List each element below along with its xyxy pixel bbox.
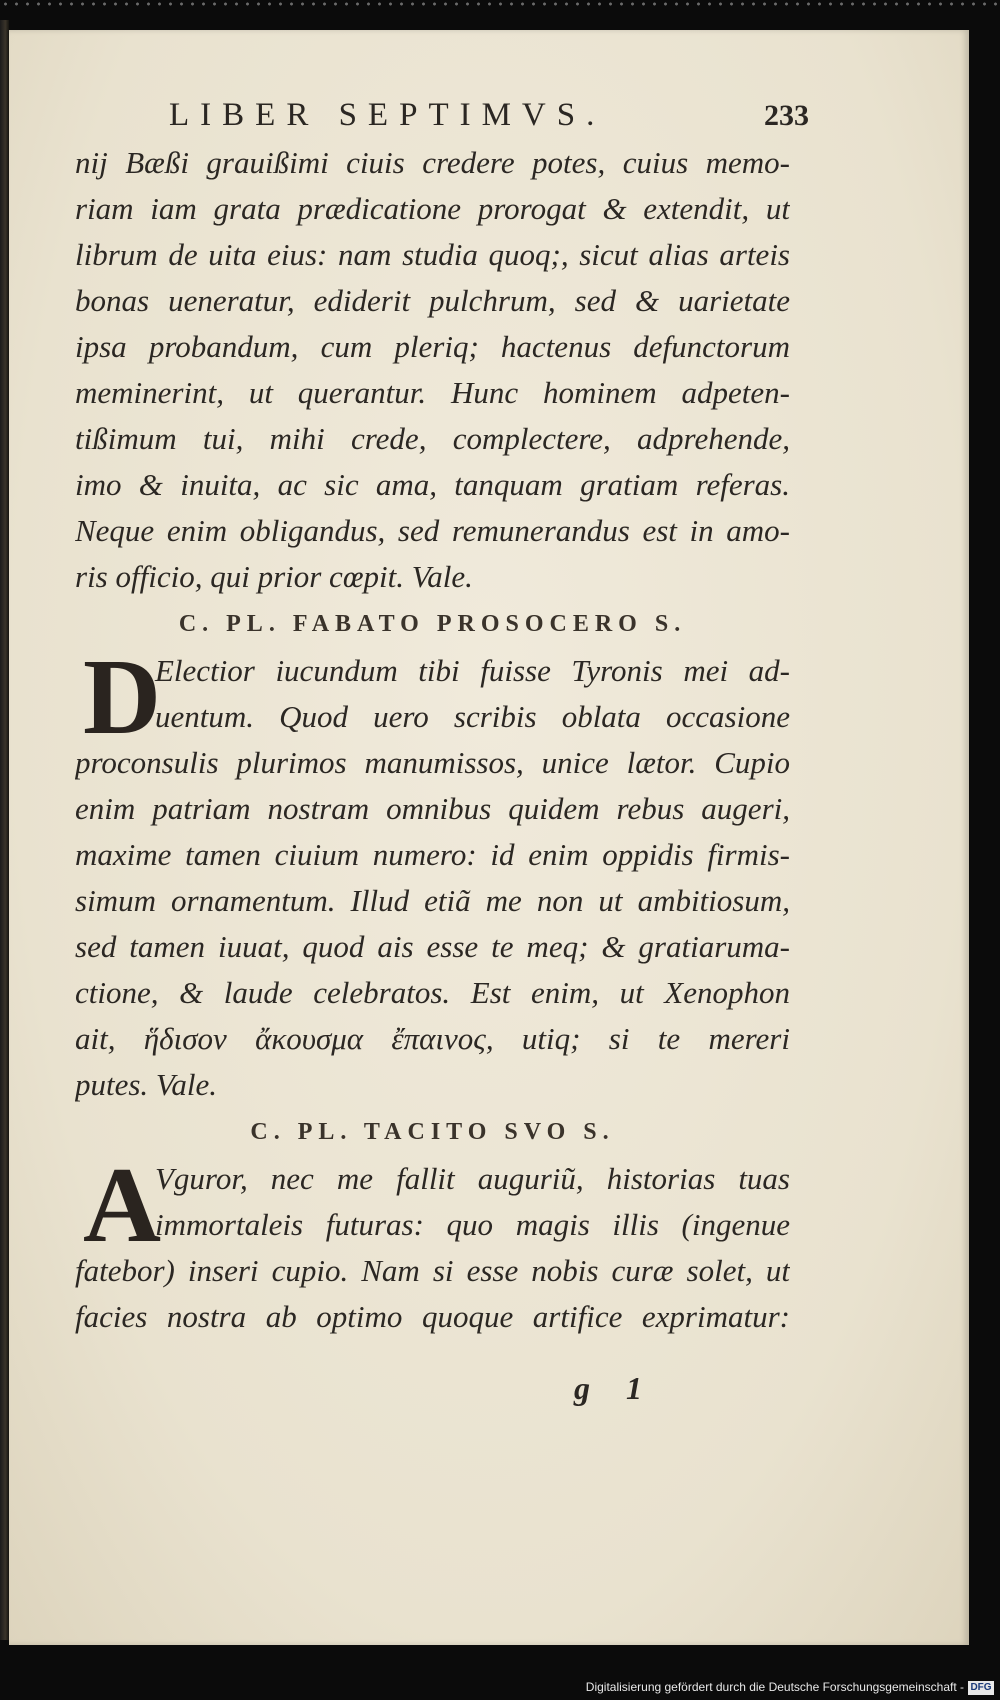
text-line: ait, ἥδισον ἄκουσμα ἔπαινος, utiq; si te mereri — [75, 1021, 790, 1056]
letter-fabato — [75, 638, 790, 1108]
drop-cap: D — [83, 638, 161, 757]
text-line: meminerint, ut querantur. Hunc hominem adpeten- — [75, 375, 790, 410]
signature-mark: g 1 — [574, 1370, 656, 1406]
text-line: uentum. Quod uero scribis oblata occasione — [155, 699, 790, 734]
letter-heading-tacito: C. PL. TACITO SVO S. — [250, 1119, 615, 1145]
text-line: immortaleis futuras: quo magis illis (ingenue — [155, 1207, 790, 1242]
text-line: ipsa probandum, cum pleriq; hactenus defunctorum — [75, 329, 790, 364]
page-body — [75, 140, 790, 1340]
page-header — [169, 97, 809, 141]
drop-cap: A — [83, 1146, 161, 1265]
funding-credit: Digitalisierung gefördert durch die Deutsche Forschungsgemeinschaft - — [585, 1680, 964, 1694]
text-line: ctione, & laude celebratos. Est enim, ut Xenophon — [75, 975, 790, 1010]
text-line: Vguror, nec me fallit auguriũ, historias tuas — [155, 1161, 790, 1196]
running-head: LIBER SEPTIMVS. — [169, 97, 606, 133]
footer-bar — [0, 1670, 1000, 1700]
page-number: 233 — [764, 99, 809, 132]
text-line: bonas ueneratur, ediderit pulchrum, sed & uarietate — [75, 283, 790, 318]
scan-top-dots — [0, 0, 1000, 8]
dfg-logo: DFG — [968, 1681, 994, 1695]
text-line: facies nostra ab optimo quoque artifice exprimatur: — [75, 1299, 790, 1334]
text-line-closing: putes. Vale. — [75, 1067, 218, 1102]
letter-continuation — [75, 140, 790, 600]
book-spine-edge — [0, 20, 9, 1640]
text-line: tißimum tui, mihi crede, complectere, adprehende, — [75, 421, 790, 456]
text-line: sed tamen iuuat, quod ais esse te meq; & gratiaruma- — [75, 929, 790, 964]
text-line-closing: ris officio, qui prior cœpit. Vale. — [75, 559, 473, 594]
text-line: imo & inuita, ac sic ama, tanquam gratiam referas. — [75, 467, 790, 502]
text-line: Electior iucundum tibi fuisse Tyronis mei ad- — [155, 653, 790, 688]
text-line: librum de uita eius: nam studia quoq;, sicut alias arteis — [75, 237, 790, 272]
text-line: nij Bæßi grauißimi ciuis credere potes, cuius memo- — [75, 145, 790, 180]
text-line: enim patriam nostram omnibus quidem rebus augeri, — [75, 791, 790, 826]
book-page — [9, 30, 969, 1645]
text-line: simum ornamentum. Illud etiã me non ut ambitiosum, — [75, 883, 790, 918]
text-line: fatebor) inseri cupio. Nam si esse nobis curæ solet, ut — [75, 1253, 790, 1288]
text-line: riam iam grata prædicatione prorogat & extendit, ut — [75, 191, 790, 226]
text-line: maxime tamen ciuium numero: id enim oppidis firmis- — [75, 837, 790, 872]
text-line: Neque enim obligandus, sed remunerandus est in amo- — [75, 513, 790, 548]
letter-tacito — [75, 1146, 790, 1340]
text-line: proconsulis plurimos manumissos, unice lætor. Cupio — [75, 745, 790, 780]
letter-heading-fabato: C. PL. FABATO PROSOCERO S. — [178, 611, 687, 637]
